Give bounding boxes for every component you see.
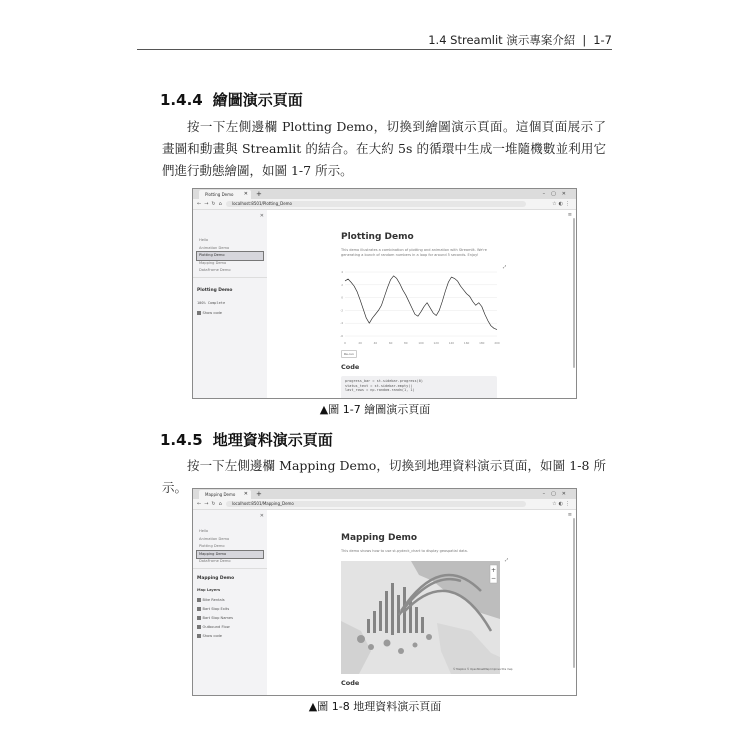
x-tick-label: 180 [479,341,485,345]
browser-tab[interactable] [199,490,251,499]
browser-tab[interactable] [199,190,251,199]
code-heading: Code [341,679,360,687]
streamlit-sidebar [193,210,267,398]
streamlit-sidebar [193,510,267,695]
y-tick-label: 2 [341,282,343,287]
streamlit-main [267,510,576,695]
browser-tabbar [193,189,576,199]
y-tick-label: -2 [340,308,343,313]
layer-checkbox-bart-stop-exits[interactable] [197,607,229,611]
section-body-mapping: 按一下左側邊欄 Mapping Demo，切換到地理資料演示頁面，如圖 1-8 所示。 [162,458,606,495]
checkbox-label: Show code [202,634,223,638]
browser-address-bar [193,199,576,210]
sidebar-item-animation-demo[interactable]: Animation Demo [199,245,230,250]
fullscreen-icon[interactable]: ⤢ [505,557,509,562]
map-view[interactable] [341,561,500,674]
header-page-number: 1-7 [593,33,612,47]
show-code-checkbox[interactable] [197,311,222,315]
browser-tabbar [193,489,576,499]
section-heading-plotting [160,89,303,110]
browser-toolbar-icons[interactable]: ☆◐⋮ [552,501,572,507]
checkbox-label: Bart Stop Exits [202,607,230,611]
checkbox-icon[interactable] [197,616,201,620]
header-section: 1.4 Streamlit 演示專案介紹 [428,33,576,47]
x-tick-label: 20 [358,341,362,345]
checkbox-label: Outbound Flow [202,625,230,629]
x-tick-label: 0 [344,341,346,345]
x-tick-label: 140 [448,341,455,345]
page-title: Mapping Demo [341,533,418,543]
x-tick-label: 80 [404,341,408,345]
rerun-button[interactable]: Re-run [341,350,357,358]
checkbox-icon[interactable] [197,607,201,611]
x-tick-label: 160 [463,341,470,345]
browser-nav-icons[interactable]: ←→↻⌂ [197,501,225,507]
sidebar-item-mapping-demo[interactable]: Mapping Demo [199,260,227,265]
section-number: 1.4.5 [160,431,203,449]
sidebar-status-text: 100% Complete [197,301,226,305]
sidebar-close-icon[interactable]: ✕ [259,513,264,519]
checkbox-icon[interactable] [197,634,201,638]
x-tick-label: 100 [418,341,424,345]
svg-text:−: − [490,575,497,582]
sidebar-item-mapping-demo[interactable]: Mapping Demo [197,551,263,559]
sidebar-item-hello[interactable]: Hello [199,238,209,242]
sidebar-item-animation-demo[interactable]: Animation Demo [199,536,230,541]
sidebar-item-dataframe-demo[interactable]: DataFrame Demo [199,559,231,563]
y-tick-label: 4 [341,270,343,274]
sidebar-page-title: Plotting Demo [197,288,233,293]
sidebar-item-plotting-demo[interactable]: Plotting Demo [199,544,225,548]
browser-toolbar-icons[interactable]: ☆◐⋮ [552,201,572,207]
layer-checkbox-outbound-flow[interactable] [197,625,230,629]
layer-checkbox-bart-stop-names[interactable] [197,616,233,620]
tab-title: Mapping Demo [205,492,236,497]
figure-caption-1-8: ▲圖 1-8 地理資料演示頁面 [308,700,442,713]
figure-caption-1-7: ▲圖 1-7 繪圖演示頁面 [319,403,431,416]
menu-icon[interactable]: ≡ [567,212,572,218]
code-block [341,376,497,399]
sidebar-divider [193,568,267,569]
browser-address-bar [193,499,576,510]
sidebar-item-plotting-demo[interactable]: Plotting Demo [197,252,263,260]
scrollbar[interactable] [573,218,575,368]
page-description: This demo illustrates a combination of plotting and animation with Streamlit. We're generating a bunch of random numbers in a loop for around 5 seconds. Enjoy! [341,248,487,257]
code-line: status_text = st.sidebar.empty() [345,383,413,388]
section-number: 1.4.4 [160,91,203,109]
x-tick-label: 40 [373,341,378,345]
line-chart [333,266,503,350]
code-heading: Code [341,363,360,371]
sidebar-item-hello[interactable]: Hello [199,529,209,533]
map-attribution[interactable]: © Mapbox © OpenStreetMap Improve this map [453,668,513,671]
y-tick-label: -6 [340,334,343,338]
header-separator: | [582,33,587,47]
x-tick-label: 200 [494,341,500,345]
tab-close-icon[interactable]: ✕ [243,491,248,497]
section-title: 繪圖演示頁面 [212,91,303,109]
screenshot-plotting-demo [192,188,577,399]
sidebar-close-icon[interactable]: ✕ [259,213,264,219]
code-line: last_rows = np.random.randn(1, 1) [345,388,415,392]
menu-icon[interactable]: ≡ [567,512,572,518]
section-title: 地理資料演示頁面 [212,431,333,449]
show-code-checkbox[interactable] [197,634,222,638]
checkbox-icon[interactable] [197,625,201,629]
scrollbar[interactable] [573,518,575,668]
fullscreen-icon[interactable]: ⤢ [503,264,507,269]
browser-nav-icons[interactable]: ←→↻⌂ [197,201,225,207]
sidebar-nav [197,528,263,566]
url-input[interactable]: localhost:8501/Plotting_Demo [226,201,526,207]
checkbox-label: Bart Stop Names [202,616,233,620]
tab-close-icon[interactable]: ✕ [243,191,248,197]
page-title: Plotting Demo [341,232,414,242]
sidebar-page-title: Mapping Demo [197,576,235,581]
x-tick-label: 120 [433,341,439,345]
checkbox-label: Show code [202,311,223,315]
svg-text:+: + [490,567,497,574]
sidebar-divider [193,277,267,278]
page-description: This demo shows how to use st.pydeck_chart to display geospatial data. [341,549,468,553]
header-rule [137,49,612,50]
y-tick-label: -4 [340,321,343,326]
x-tick-label: 60 [388,341,393,345]
checkbox-icon[interactable] [197,598,201,602]
tab-title: Plotting Demo [205,192,234,197]
series-line [345,276,497,330]
window-controls-icon[interactable]: –▢✕ [542,191,572,197]
new-tab-icon[interactable]: + [256,490,262,498]
layer-checkbox-bike-rentals[interactable] [197,598,225,602]
checkbox-label: Bike Rentals [202,598,225,602]
sidebar-item-dataframe-demo[interactable]: DataFrame Demo [199,268,231,272]
checkbox-icon[interactable] [197,311,201,315]
new-tab-icon[interactable]: + [256,190,262,198]
map-layers-title: Map Layers [197,588,221,592]
window-controls-icon[interactable]: –▢✕ [542,491,572,497]
sidebar-nav [197,237,263,275]
url-input[interactable]: localhost:8501/Mapping_Demo [226,501,526,507]
screenshot-mapping-demo [192,488,577,696]
code-line: progress_bar = st.sidebar.progress(0) [345,379,423,383]
running-header [137,32,612,48]
section-heading-mapping [160,429,333,450]
streamlit-main [267,210,576,398]
section-body-plotting: 按一下左側邊欄 Plotting Demo，切換到繪圖演示頁面。這個頁面展示了畫圖和動畫與 Streamlit 的結合。在大約 5s 的循環中生成一堆隨機數並利用它們進行動態繪圖，如圖 1-7 所示。 [162,119,606,178]
y-tick-label: 0 [341,295,343,300]
